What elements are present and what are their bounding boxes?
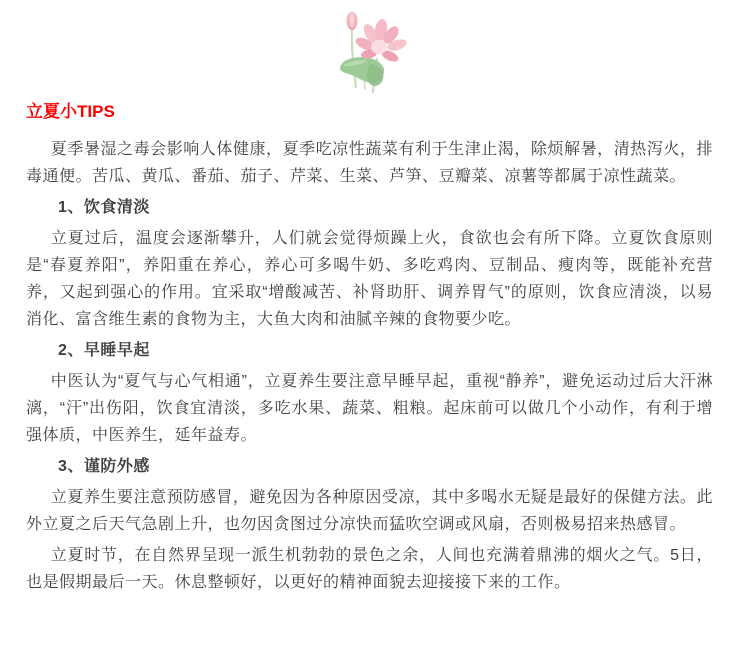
section-paragraph-cold-prevention: 立夏养生要注意预防感冒，避免因为各种原因受凉，其中多喝水无疑是最好的保健方法。此外立夏之后天气急剧上升，也勿因贪图过分凉快而猛吹空调或风扇，否则极易招来热感冒。: [26, 489, 713, 533]
section-paragraph-diet: 立夏过后，温度会逐渐攀升，人们就会觉得烦躁上火，食欲也会有所下降。立夏饮食原则是“春夏养阳”，养阳重在养心，养心可多喝牛奶、多吃鸡肉、豆制品、瘦肉等，既能补充营养，又起到强心的作用。宜采取“增酸减苦、补肾助肝、调养胃气”的原则，饮食应清淡，以易消化、富含维生素的食物为主，大鱼大肉和油腻辛辣的食物要少吃。: [26, 230, 713, 328]
section-paragraph-sleep: 中医认为“夏气与心气相通”，立夏养生要注意早睡早起，重视“静养”，避免运动过后大汗淋漓，“汗”出伤阳，饮食宜清淡，多吃水果、蔬菜、粗粮。起床前可以做几个小动作，有利于增强体质，中医养生，延年益寿。: [26, 373, 713, 444]
article-title: 立夏小TIPS: [26, 102, 115, 121]
intro-paragraph: 夏季暑湿之毒会影响人体健康，夏季吃凉性蔬菜有利于生津止渴，除烦解暑，清热泻火，排毒通便。苦瓜、黄瓜、番茄、茄子、芹菜、生菜、芦笋、豆瓣菜、凉薯等都属于凉性蔬菜。: [26, 141, 713, 185]
section-heading-sleep: 2、早睡早起: [58, 342, 150, 359]
section-heading-diet: 1、饮食清淡: [58, 199, 150, 216]
section-heading-cold-prevention: 3、谨防外感: [58, 458, 150, 475]
lotus-illustration: [26, 4, 713, 96]
lotus-flower-icon: [327, 4, 412, 96]
closing-paragraph: 立夏时节，在自然界呈现一派生机勃勃的景色之余，人间也充满着鼎沸的烟火之气。5日，也是假期最后一天。休息整顿好，以更好的精神面貌去迎接接下来的工作。: [26, 547, 713, 591]
